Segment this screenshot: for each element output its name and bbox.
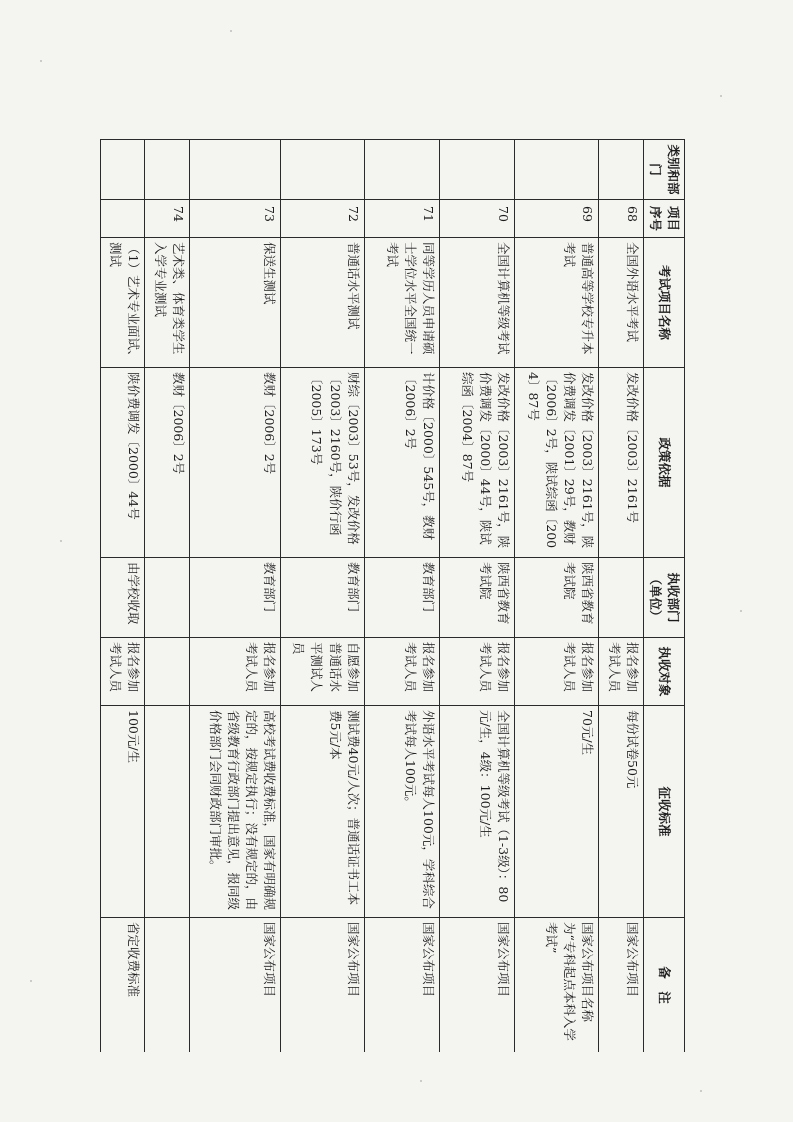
table-row [189,140,280,1053]
cell-dept: 陕西省教育考试院 [515,558,599,638]
cell-target: 报名参加考试人员 [189,638,280,706]
scan-speck [30,980,32,982]
scan-speck [40,60,42,62]
header-target: 执收对象 [643,638,684,706]
cell-basis: 发改价格〔2003〕2161号，陕价费调发〔2000〕44号，陕试综函〔2004〕87号 [440,368,515,558]
cell-category [364,140,439,200]
cell-seq: 71 [364,200,439,238]
cell-dept: 由学校收取 [101,558,145,638]
cell-basis: 陕价费调发〔2000〕44号 [101,368,145,558]
cell-category [515,140,599,200]
cell-standard: 70元/生 [515,706,599,918]
cell-standard: 100元/生 [101,706,145,918]
cell-name: 同等学历人员申请硕士学位水平全国统一考试 [364,238,439,368]
cell-category [101,140,145,200]
cell-standard: 每份试卷50元 [599,706,643,918]
cell-dept [599,558,643,638]
cell-basis: 教财〔2006〕2号 [189,368,280,558]
cell-category [189,140,280,200]
cell-target: 自愿参加普通话水平测试人员 [281,638,364,706]
table-row [364,140,439,1053]
document-page [100,139,685,1052]
cell-seq: 74 [145,200,189,238]
cell-basis: 教财〔2006〕2号 [145,368,189,558]
cell-target: 报名参加考试人员 [515,638,599,706]
cell-seq: 69 [515,200,599,238]
table-row [599,140,643,1053]
cell-target: 报名参加考试人员 [364,638,439,706]
cell-target [145,638,189,706]
cell-standard: 全国计算机等级考试（1-3级）：80元/生，4级：100元/生 [440,706,515,918]
cell-name: （1）艺术专业面试、测试 [101,238,145,368]
scan-speck [230,30,232,32]
table-row [101,140,145,1053]
cell-standard: 外语水平考试每人100元，学科综合考试每人100元。 [364,706,439,918]
cell-dept [145,558,189,638]
cell-category [440,140,515,200]
header-category: 类别和部门 [643,140,684,200]
cell-dept: 教育部门 [189,558,280,638]
cell-category [599,140,643,200]
cell-standard: 高校考试费收费标准，国家有明确规定的，按规定执行；没有规定的，由省级教育行政部门提出意见，报同级价格部门会同财政部门审批。 [189,706,280,918]
cell-target: 报名参加考试人员 [599,638,643,706]
cell-seq: 70 [440,200,515,238]
cell-basis: 财综〔2003〕53号，发改价格〔2003〕2160号，陕价行函〔2005〕173号 [281,368,364,558]
cell-category [145,140,189,200]
cell-seq [101,200,145,238]
cell-note: 国家公布项目 [364,918,439,1053]
fee-table [100,139,685,1052]
header-name: 考试项目名称 [643,238,684,368]
cell-target: 报名参加考试人员 [101,638,145,706]
cell-note: 国家公布项目 [440,918,515,1053]
cell-standard: 测试费40元/人次；普通话证书工本费5元/本 [281,706,364,918]
table-row [515,140,599,1053]
table-row [440,140,515,1053]
scan-speck [700,1090,702,1092]
cell-note [145,918,189,1053]
scan-speck [60,540,62,542]
header-basis: 政策依据 [643,368,684,558]
cell-standard [145,706,189,918]
cell-dept: 教育部门 [364,558,439,638]
cell-name: 保送生测试 [189,238,280,368]
table-row [281,140,364,1053]
cell-basis: 计价格〔2000〕545号，教财〔2006〕2号 [364,368,439,558]
cell-seq: 72 [281,200,364,238]
rotated-document [100,139,685,1052]
cell-name: 普通话水平测试 [281,238,364,368]
cell-seq: 68 [599,200,643,238]
table-header-row [643,140,684,1053]
cell-name: 艺术类、体育类学生入学专业测试 [145,238,189,368]
scan-speck [720,95,722,97]
cell-name: 全国外语水平考试 [599,238,643,368]
table-row [145,140,189,1053]
cell-basis: 发改价格〔2003〕2161号 [599,368,643,558]
cell-note: 国家公布项目 [281,918,364,1053]
cell-basis: 发改价格〔2003〕2161号，陕价费调发〔2001〕29号，教财〔2006〕2号，陕试综函〔2004〕87号 [515,368,599,558]
scan-speck [420,1080,422,1082]
cell-dept: 陕西省教育考试院 [440,558,515,638]
cell-note: 国家公布项目 [189,918,280,1053]
cell-note: 国家公布项目 [599,918,643,1053]
cell-note: 省定收费标准 [101,918,145,1053]
cell-target: 报名参加考试人员 [440,638,515,706]
cell-name: 普通高等学校专升本考试 [515,238,599,368]
header-standard: 征收标准 [643,706,684,918]
cell-name: 全国计算机等级考试 [440,238,515,368]
cell-category [281,140,364,200]
header-seq: 项目序号 [643,200,684,238]
scan-speck [740,610,742,612]
cell-note: 国家公布项目名称为“专科起点本科入学考试” [515,918,599,1053]
header-dept: 执收部门（单位） [643,558,684,638]
header-note: 备 注 [643,918,684,1053]
cell-seq: 73 [189,200,280,238]
cell-dept: 教育部门 [281,558,364,638]
